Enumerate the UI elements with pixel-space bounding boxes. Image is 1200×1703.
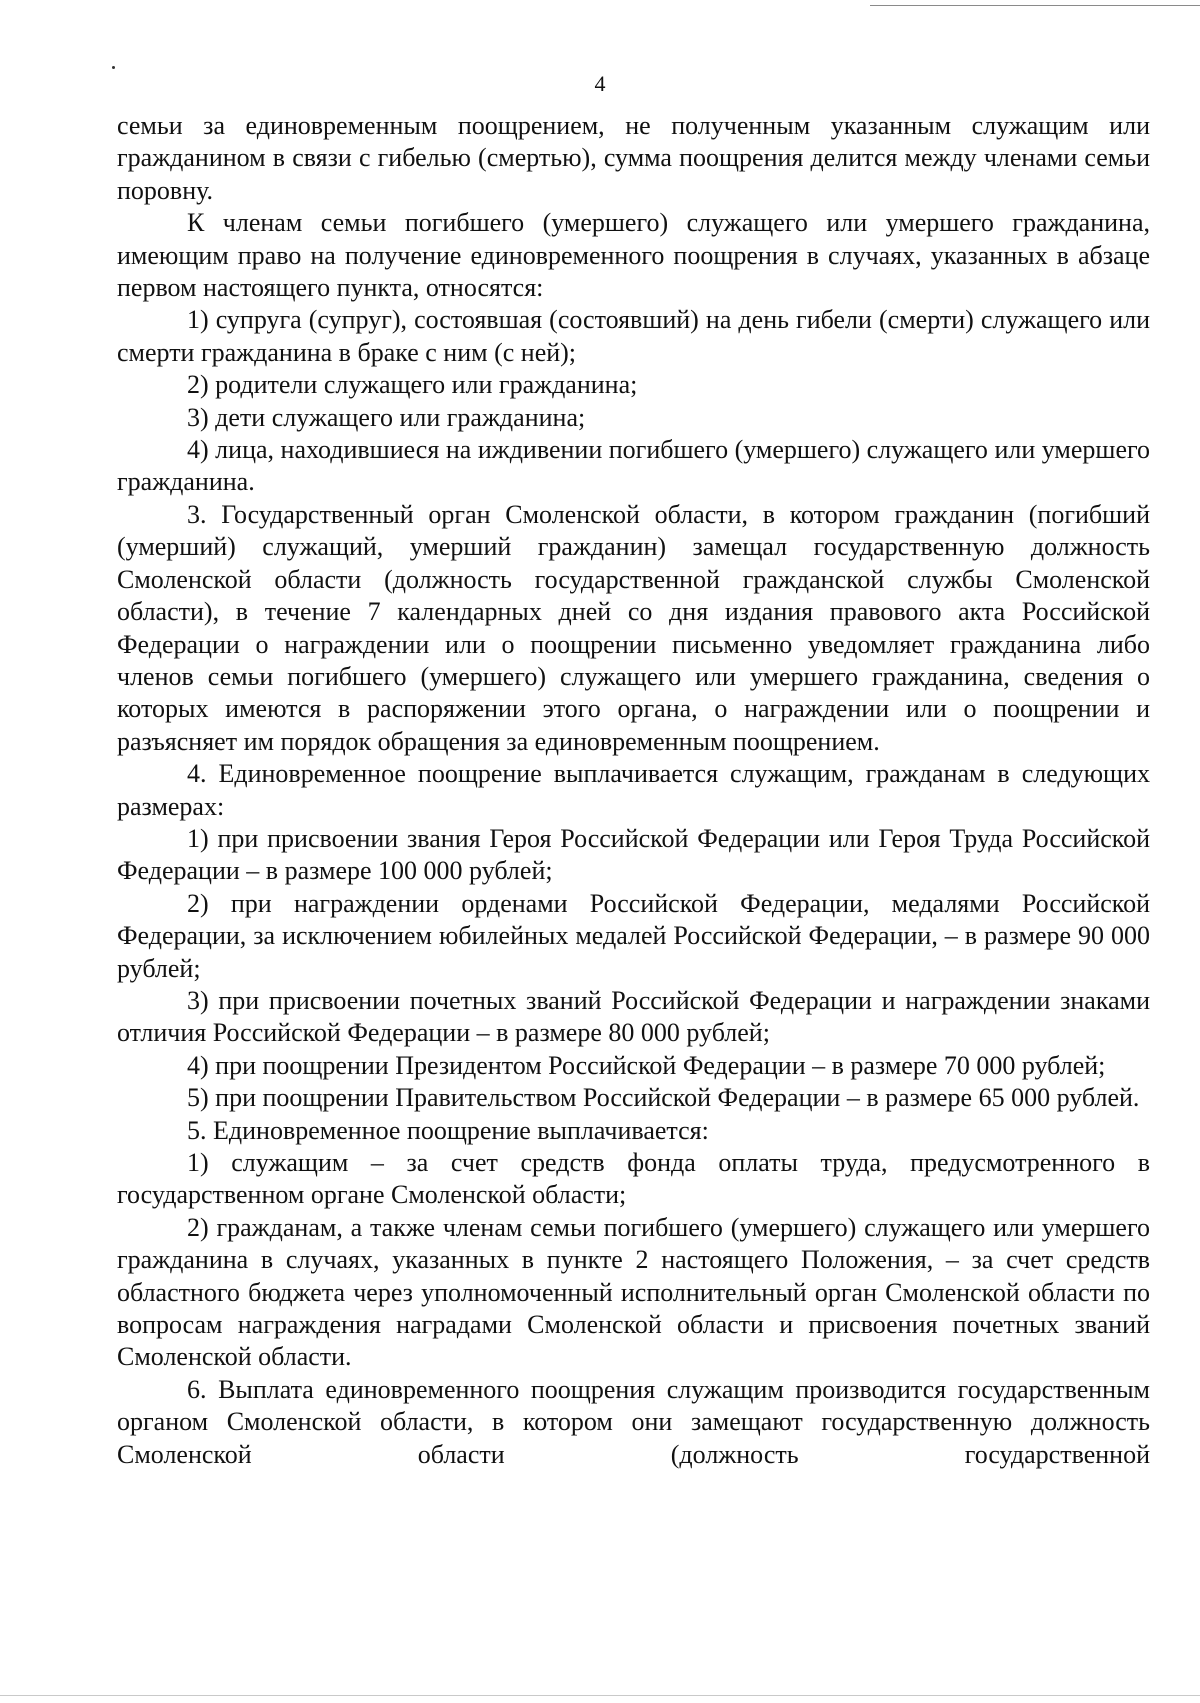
scan-edge-line-bottom xyxy=(0,1695,1200,1696)
clause-6: 6. Выплата единовременного поощрения служащим производится государственным органом Смоленской области, в котором они замещают государственную должность Смоленской области (должность государственной xyxy=(117,1374,1150,1469)
list-item-spouse: 1) супруга (супруг), состоявшая (состоявший) на день гибели (смерти) служащего или смерти гражданина в браке с ним (с ней); xyxy=(117,305,1150,367)
paragraph-family-members: К членам семьи погибшего (умершего) служащего или умершего гражданина, имеющим право на получение единовременного поощрения в случаях, указанных в абзаце первом настоящего пункта, относятся: xyxy=(117,208,1150,303)
list-item-government: 5) при поощрении Правительством Российской Федерации – в размере 65 000 рублей. xyxy=(187,1083,1140,1113)
list-item-citizens-funding: 2) гражданам, а также членам семьи погибшего (умершего) служащего или умершего гражданина в случаях, указанных в пункте 2 настоящего Положения, – за счет средств областного бюджета через уполномоченный исполнительный орган Смоленской области по вопросам награждения наградами Смоленской области и присвоения почетных званий Смоленской области. xyxy=(117,1212,1150,1372)
list-item-employees-funding: 1) служащим – за счет средств фонда оплаты труда, предусмотренного в государственном органе Смоленской области; xyxy=(117,1148,1150,1210)
clause-3: 3. Государственный орган Смоленской области, в котором гражданин (погибший (умерший) служащий, умерший гражданин) замещал государственную должность Смоленской области (должность государственной гражданской службы Смоленской области), в течение 7 календарных дней со дня издания правового акта Российской Федерации о награждении или о поощрении письменно уведомляет гражданина либо членов семьи погибшего (умершего) служащего или умершего гражданина, сведения о которых имеются в распоряжении этого органа, о награждении или о поощрении и разъясняет им порядок обращения за единовременным поощрением. xyxy=(117,499,1150,756)
list-item-parents: 2) родители служащего или гражданина; xyxy=(187,370,638,400)
list-item-dependents: 4) лица, находившиеся на иждивении погибшего (умершего) служащего или умершего гражданина. xyxy=(117,435,1150,497)
page-number: 4 xyxy=(594,71,606,96)
list-item-children: 3) дети служащего или гражданина; xyxy=(187,402,586,432)
scan-edge-line-top xyxy=(870,5,1200,6)
clause-5: 5. Единовременное поощрение выплачивается: xyxy=(187,1115,709,1145)
paragraph-continuation: семьи за единовременным поощрением, не полученным указанным служащим или гражданином в связи с гибелью (смертью), сумма поощрения делится между членами семьи поровну. xyxy=(117,111,1150,205)
list-item-president: 4) при поощрении Президентом Российской Федерации – в размере 70 000 рублей; xyxy=(187,1050,1106,1080)
clause-4: 4. Единовременное поощрение выплачивается служащим, гражданам в следующих размерах: xyxy=(117,759,1150,821)
document-body xyxy=(117,110,1150,1471)
list-item-orders-medals: 2) при награждении орденами Российской Федерации, медалями Российской Федерации, за исключением юбилейных медалей Российской Федерации, – в размере 90 000 рублей; xyxy=(117,888,1150,983)
list-item-hero-title: 1) при присвоении звания Героя Российской Федерации или Героя Труда Российской Федерации – в размере 100 000 рублей; xyxy=(117,823,1150,886)
scan-speck xyxy=(112,66,115,69)
list-item-honorary-titles: 3) при присвоении почетных званий Российской Федерации и награждении знаками отличия Российской Федерации – в размере 80 000 рублей; xyxy=(117,985,1150,1048)
